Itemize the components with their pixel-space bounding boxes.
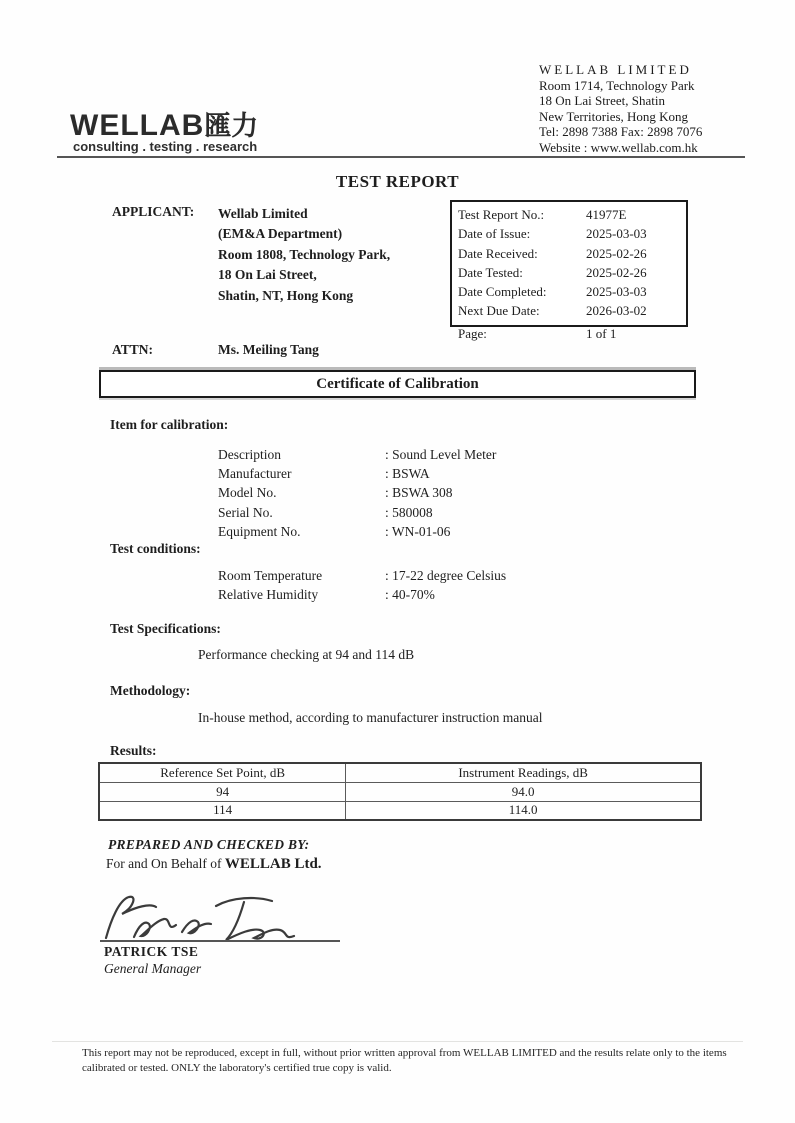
page-number-row [458,326,616,342]
results-table [98,762,702,821]
instrument-reading: 114.0 [346,801,701,820]
info-row [458,205,680,224]
item-row [218,503,433,522]
info-value: 2026-03-02 [586,303,647,319]
report-title: TEST REPORT [335,172,460,191]
prepared-by-label: PREPARED AND CHECKED BY: [108,837,310,852]
footer-divider [52,1041,743,1042]
item-row [218,483,453,502]
item-row [218,464,430,483]
signatory-title: General Manager [104,961,202,976]
condition-label: Room Temperature [218,568,323,583]
company-website: Website : www.wellab.com.hk [539,139,698,155]
applicant-line: Wellab Limited [218,206,308,221]
attn-label: ATTN: [112,342,154,357]
info-value: 2025-03-03 [586,226,647,242]
item-value: : BSWA 308 [385,485,453,501]
info-row [458,263,680,282]
section-heading-results: Results: [110,743,157,758]
attn-value: Ms. Meiling Tang [218,342,319,357]
company-logo [70,104,258,143]
table-row [99,801,701,820]
condition-value: : 40-70% [385,587,435,603]
item-value: : BSWA [385,466,430,482]
item-value: : WN-01-06 [385,523,451,539]
on-behalf-line [106,856,322,873]
info-label: Date Completed: [458,284,547,300]
item-label: Manufacturer [218,466,292,482]
info-label: Date Tested: [458,264,523,280]
specs-text: Performance checking at 94 and 114 dB [198,647,415,662]
item-label: Serial No. [218,504,273,520]
results-header-row [99,763,701,782]
applicant-line: (EM&A Department) [218,226,343,242]
logo-cjk-characters: 匯力 [204,111,259,141]
applicant-label: APPLICANT: [112,204,195,219]
company-address-line: 18 On Lai Street, Shatin [539,93,666,109]
results-col-header: Reference Set Point, dB [99,763,346,782]
conditions-details [218,566,507,604]
on-behalf-company: WELLAB Ltd. [224,856,322,872]
info-value: 2025-02-26 [586,264,647,280]
signature-image [98,892,343,944]
applicant-line: Shatin, NT, Hong Kong [218,287,354,303]
info-label: Date of Issue: [458,226,531,242]
item-label: Equipment No. [218,523,301,539]
condition-row [218,566,507,585]
logo-tagline: consulting . testing . research [73,139,258,154]
item-row [218,445,497,464]
company-address-line: Room 1714, Technology Park [539,77,695,93]
footer-disclaimer: This report may not be reproduced, except in full, without prior written approval from WELLAB LIMITED and the results relate only to the items calibrated or tested. ONLY the laboratory's certified true copy is valid. [82,1047,727,1074]
item-value: : Sound Level Meter [385,447,497,462]
info-value: 41977E [586,207,627,222]
header-divider [57,156,745,158]
info-label: Next Due Date: [458,303,540,319]
reference-set-point: 94 [99,782,346,801]
item-label: Model No. [218,485,277,501]
certificate-banner: Certificate of Calibration [99,370,696,398]
condition-value: : 17-22 degree Celsius [385,568,507,583]
company-phone: Tel: 2898 7388 Fax: 2898 7076 [539,124,703,140]
applicant-line: 18 On Lai Street, [218,267,317,283]
instrument-reading: 94.0 [346,782,701,801]
condition-row [218,585,435,604]
section-heading-specs: Test Specifications: [110,621,221,636]
section-heading-methodology: Methodology: [110,683,191,698]
signatory-name: PATRICK TSE [104,944,199,959]
applicant-address-block [218,204,390,306]
info-value: 2025-02-26 [586,245,647,261]
condition-label: Relative Humidity [218,587,319,603]
item-value: : 580008 [385,504,433,520]
info-value: 2025-03-03 [586,284,647,300]
report-info-box [450,200,688,327]
info-label: Test Report No.: [458,207,545,222]
item-details [218,445,497,541]
logo-wordmark: WELLAB [70,109,205,142]
info-row [458,301,680,320]
on-behalf-prefix: For and On Behalf of [106,856,225,871]
methodology-text: In-house method, according to manufacturer instruction manual [198,710,543,725]
company-address-line: New Territories, Hong Kong [539,108,689,124]
page-label: Page: [458,326,487,341]
item-row [218,522,451,541]
table-row [99,782,701,801]
item-label: Description [218,447,281,462]
reference-set-point: 114 [99,801,346,820]
company-address-block [539,62,702,156]
info-label: Date Received: [458,245,538,261]
section-heading-conditions: Test conditions: [110,541,201,556]
info-row [458,224,680,243]
page-value: 1 of 1 [586,326,617,341]
section-heading-item: Item for calibration: [110,417,229,432]
results-col-header: Instrument Readings, dB [346,763,701,782]
applicant-line: Room 1808, Technology Park, [218,246,391,262]
company-name: WELLAB LIMITED [539,62,692,77]
info-row [458,244,680,263]
info-row [458,282,680,301]
signature-line [100,940,340,942]
